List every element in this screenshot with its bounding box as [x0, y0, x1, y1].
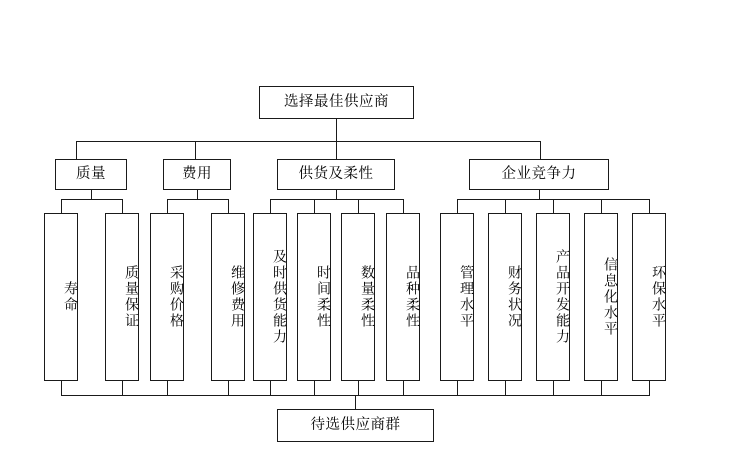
cost-down-line [197, 190, 198, 199]
criterion-box-quality [55, 159, 127, 190]
supply-down-line [336, 190, 337, 199]
bottom-riser-quality-2 [122, 381, 123, 395]
cost-drop-2 [228, 199, 229, 213]
supply-drop-3 [358, 199, 359, 213]
supply-bus-line [270, 199, 403, 200]
competitive-drop-1 [457, 199, 458, 213]
bottom-riser-comp-3 [553, 381, 554, 395]
bottom-riser-supply-2 [314, 381, 315, 395]
quality-drop-1 [61, 199, 62, 213]
bottom-riser-comp-2 [505, 381, 506, 395]
bottom-box [277, 409, 434, 442]
leaf-label-environmental-level: 环保水平 [650, 265, 666, 329]
bottom-riser-quality [61, 381, 62, 395]
competitive-drop-3 [553, 199, 554, 213]
goal-label: 选择最佳供应商 [284, 94, 389, 111]
leaf-box-time-flexibility [297, 213, 331, 381]
goal-down-line [336, 119, 337, 141]
bottom-riser-cost-2 [228, 381, 229, 395]
leaf-box-product-development [536, 213, 570, 381]
criterion-label-cost: 费用 [182, 166, 212, 183]
cost-drop-1 [167, 199, 168, 213]
bottom-riser-comp-1 [457, 381, 458, 395]
leaf-label-purchase-price: 采购价格 [168, 265, 184, 329]
supply-drop-4 [403, 199, 404, 213]
leaf-label-quality-assurance: 质量保证 [123, 265, 139, 329]
leaf-box-financial-status [488, 213, 522, 381]
leaf-box-quality-assurance [105, 213, 139, 381]
leaf-box-informatization-level [584, 213, 618, 381]
criterion-label-competitive: 企业竞争力 [501, 166, 577, 183]
quality-down-line [91, 190, 92, 199]
leaf-label-financial-status: 财务状况 [506, 265, 522, 329]
competitive-down-line [539, 190, 540, 199]
leaf-label-informatization-level: 信息化水平 [602, 257, 618, 337]
criterion-label-quality: 质量 [76, 166, 106, 183]
competitive-drop-2 [505, 199, 506, 213]
goal-box [259, 86, 414, 119]
leaf-label-ontime-delivery: 及时供货能力 [271, 249, 287, 345]
criteria-drop-4 [540, 141, 541, 159]
leaf-label-product-development: 产品开发能力 [554, 249, 570, 345]
bottom-down-line [355, 395, 356, 409]
competitive-drop-4 [601, 199, 602, 213]
criteria-bus-line [76, 141, 540, 142]
criteria-drop-2 [195, 141, 196, 159]
bottom-riser-supply-4 [403, 381, 404, 395]
leaf-box-ontime-delivery [253, 213, 287, 381]
bottom-riser-comp-5 [649, 381, 650, 395]
leaf-label-variety-flexibility: 品种柔性 [404, 265, 420, 329]
supply-drop-1 [270, 199, 271, 213]
leaf-box-environmental-level [632, 213, 666, 381]
criterion-box-competitive [469, 159, 609, 190]
bottom-riser-comp-4 [601, 381, 602, 395]
quality-bus-line [61, 199, 122, 200]
bottom-riser-supply-3 [358, 381, 359, 395]
leaf-box-maintenance-cost [211, 213, 245, 381]
leaf-label-lifetime: 寿命 [62, 281, 78, 313]
competitive-drop-5 [649, 199, 650, 213]
leaf-box-purchase-price [150, 213, 184, 381]
leaf-box-quantity-flexibility [341, 213, 375, 381]
bottom-riser-supply-1 [270, 381, 271, 395]
quality-drop-2 [122, 199, 123, 213]
leaf-label-management-level: 管理水平 [458, 265, 474, 329]
bottom-riser-cost [167, 381, 168, 395]
cost-bus-line [167, 199, 228, 200]
criteria-drop-3 [336, 141, 337, 159]
criterion-label-supply: 供货及柔性 [298, 166, 374, 183]
bottom-label: 待选供应商群 [310, 417, 401, 434]
leaf-label-quantity-flexibility: 数量柔性 [359, 265, 375, 329]
criterion-box-supply [277, 159, 395, 190]
criteria-drop-1 [76, 141, 77, 159]
leaf-box-lifetime [44, 213, 78, 381]
leaf-box-management-level [440, 213, 474, 381]
leaf-box-variety-flexibility [386, 213, 420, 381]
criterion-box-cost [163, 159, 231, 190]
leaf-label-maintenance-cost: 维修费用 [229, 265, 245, 329]
supply-drop-2 [314, 199, 315, 213]
leaf-label-time-flexibility: 时间柔性 [315, 265, 331, 329]
